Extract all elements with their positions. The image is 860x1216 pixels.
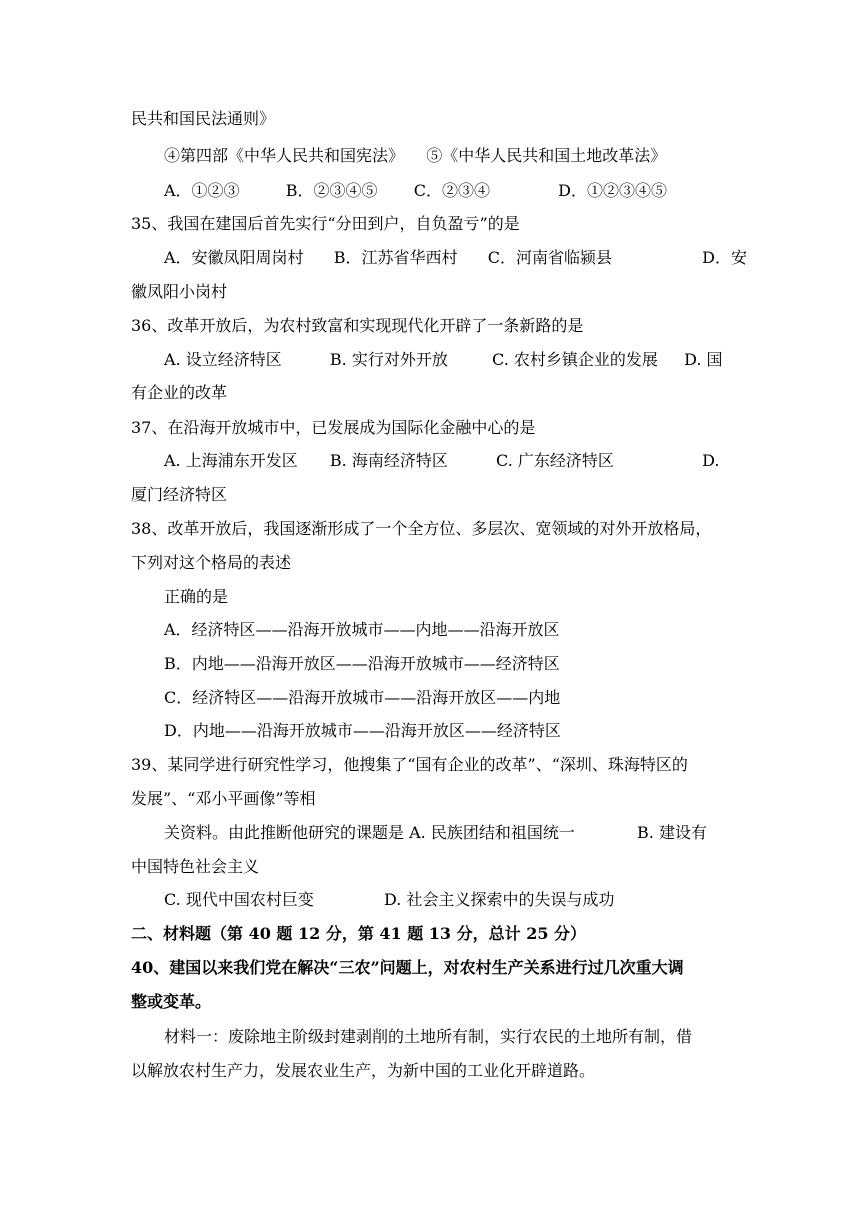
question-39: 39、某同学进行研究性学习，他搜集了“国有企业的改革”、“深圳、珠海特区的 [131, 755, 688, 774]
option-d: D. [702, 451, 720, 470]
question-36: 36、改革开放后，为农村致富和实现现代化开辟了一条新路的是 [131, 316, 584, 335]
options-line [164, 350, 723, 370]
options-line [164, 451, 719, 471]
question-40: 40、建国以来我们党在解决“三农”问题上，对农村生产关系进行过几次重大调 [131, 958, 684, 977]
text-line: 正确的是 [164, 587, 229, 606]
option-b: B．②③④⑤ [285, 181, 378, 200]
material-one: 材料一：废除地主阶级封建剥削的土地所有制，实行农民的土地所有制，借 [164, 1027, 693, 1046]
option-c: C．②③④ [413, 181, 490, 200]
option-a: A．安徽凤阳周岗村 [164, 248, 304, 267]
text-line: 有企业的改革 [131, 383, 228, 402]
text-line: 以解放农村生产力，发展农业生产，为新中国的工业化开辟道路。 [131, 1061, 596, 1080]
option-d: D．安 [702, 248, 747, 267]
option-b: B. 实行对外开放 [329, 350, 448, 369]
option-a: A. 上海浦东开发区 [164, 451, 298, 470]
option-c: C．经济特区——沿海开放城市——沿海开放区——内地 [164, 688, 561, 707]
option-b: B. 海南经济特区 [329, 451, 448, 470]
option-d: D．①②③④⑤ [558, 181, 667, 200]
option-a: A．经济特区——沿海开放城市——内地——沿海开放区 [164, 620, 560, 639]
option-c: C．河南省临颍县 [487, 248, 612, 267]
options-line [164, 248, 747, 268]
option-a: A. 设立经济特区 [164, 350, 282, 369]
law-item-5: ⑤《中华人民共和国土地改革法》 [426, 146, 667, 165]
options-line [164, 181, 667, 201]
text-line: 厦门经济特区 [131, 485, 228, 504]
option-d: D．内地——沿海开放城市——沿海开放区——经济特区 [164, 721, 561, 740]
option-c: C. 农村乡镇企业的发展 [492, 350, 658, 369]
option-a: A．①②③ [164, 181, 240, 200]
law-item-4: ④第四部《中华人民共和国宪法》 [164, 146, 405, 165]
option-c: C. 广东经济特区 [496, 451, 614, 470]
text-line: 发展”、“邓小平画像”等相 [131, 789, 316, 808]
text-line: 民共和国民法通则》 [131, 109, 276, 128]
text-line [164, 146, 666, 166]
section-heading: 二、材料题（第 40 题 12 分，第 41 题 13 分，总计 25 分） [131, 924, 587, 943]
question-38: 38、改革开放后，我国逐渐形成了一个全方位、多层次、宽领域的对外开放格局， [131, 519, 712, 538]
question-35: 35、我国在建国后首先实行“分田到户，自负盈亏”的是 [131, 214, 520, 233]
option-d: D. 社会主义探索中的失误与成功 [384, 890, 615, 909]
option-c: C. 现代中国农村巨变 [164, 890, 314, 909]
text-line: 整或变革。 [131, 992, 212, 1011]
text-line [164, 823, 707, 843]
options-line [164, 890, 614, 910]
option-d: D. 国 [684, 350, 723, 369]
option-a: 关资料。由此推断他研究的课题是 A. 民族团结和祖国统一 [164, 823, 575, 842]
question-37: 37、在沿海开放城市中，已发展成为国际化金融中心的是 [131, 418, 536, 437]
option-b: B. 建设有 [637, 823, 707, 842]
option-b: B．江苏省华西村 [333, 248, 458, 267]
text-line: 下列对这个格局的表述 [131, 553, 292, 572]
text-line: 中国特色社会主义 [131, 857, 260, 876]
text-line: 徽凤阳小岗村 [131, 282, 228, 301]
option-b: B．内地——沿海开放区——沿海开放城市——经济特区 [164, 654, 560, 673]
